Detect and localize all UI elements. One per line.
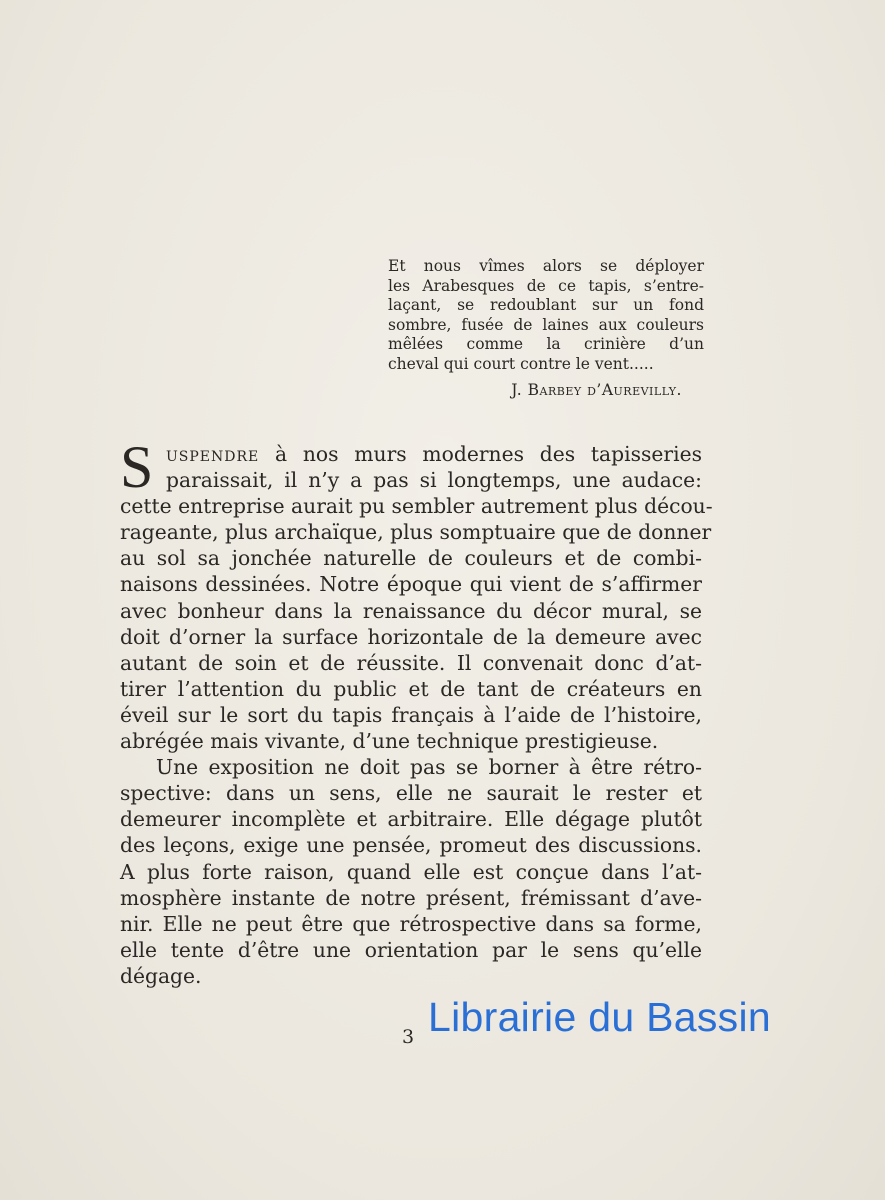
body-line: paraissait, il n’y a pas si longtemps, une audace: [166,468,702,493]
body-line: avec bonheur dans la renaissance du décor mural, se [120,598,702,623]
body-line: A plus forte raison, quand elle est conçue dans l’at- [120,859,702,884]
epigraph-author: J. Barbey d’Aurevilly. [511,380,682,399]
epigraph-line: mêlées comme la crinière d’un [388,335,704,354]
body-line: au sol sa jonchée naturelle de couleurs et de combi- [120,546,702,571]
body-line-first [120,441,702,467]
body-line: abrégée mais vivante, d’une technique prestigieuse. [120,729,659,754]
body-line: nir. Elle ne peut être que rétrospective dans sa forme, [120,911,702,936]
epigraph-line: sombre, fusée de laines aux couleurs [388,315,704,334]
body-line: éveil sur le sort du tapis français à l’aide de l’histoire, [120,702,702,727]
body-line: rageante, plus archaïque, plus somptuaire que de donner [120,520,712,545]
body-line: spective: dans un sens, elle ne saurait le rester et [120,781,702,806]
body-line: elle tente d’être une orientation par le sens qu’elle [120,937,702,962]
body-text [120,434,713,989]
epigraph [388,257,704,400]
body-line: doit d’orner la surface horizontale de la demeure avec [120,624,702,649]
epigraph-line: laçant, se redoublant sur un fond [388,296,704,315]
drop-cap: S [120,434,154,500]
body-line: tirer l’attention du public et de tant de créateurs en [120,676,702,701]
body-line: mosphère instante de notre présent, frémissant d’ave- [120,885,702,910]
watermark: Librairie du Bassin [428,994,771,1040]
first-line-rest: à nos murs modernes des tapisseries [275,442,702,466]
body-line: autant de soin et de réussite. Il convenait donc d’at- [120,650,702,675]
epigraph-line: cheval qui court contre le vent..... [388,354,654,373]
body-line: dégage. [120,963,202,988]
body-line: des leçons, exige une pensée, promeut des discussions. [120,833,702,858]
opening-word: uspendre [166,442,260,466]
body-line: Une exposition ne doit pas se borner à être rétro- [156,755,702,780]
body-line: naisons dessinées. Notre époque qui vient de s’affirmer [120,572,702,597]
epigraph-line: Et nous vîmes alors se déployer [388,257,704,275]
body-line: demeurer incomplète et arbitraire. Elle dégage plutôt [120,807,702,832]
page-number: 3 [402,1026,415,1048]
epigraph-line: les Arabesques de ce tapis, s’entre- [388,276,704,295]
body-line: cette entreprise aurait pu sembler autrement plus décou- [120,494,713,519]
